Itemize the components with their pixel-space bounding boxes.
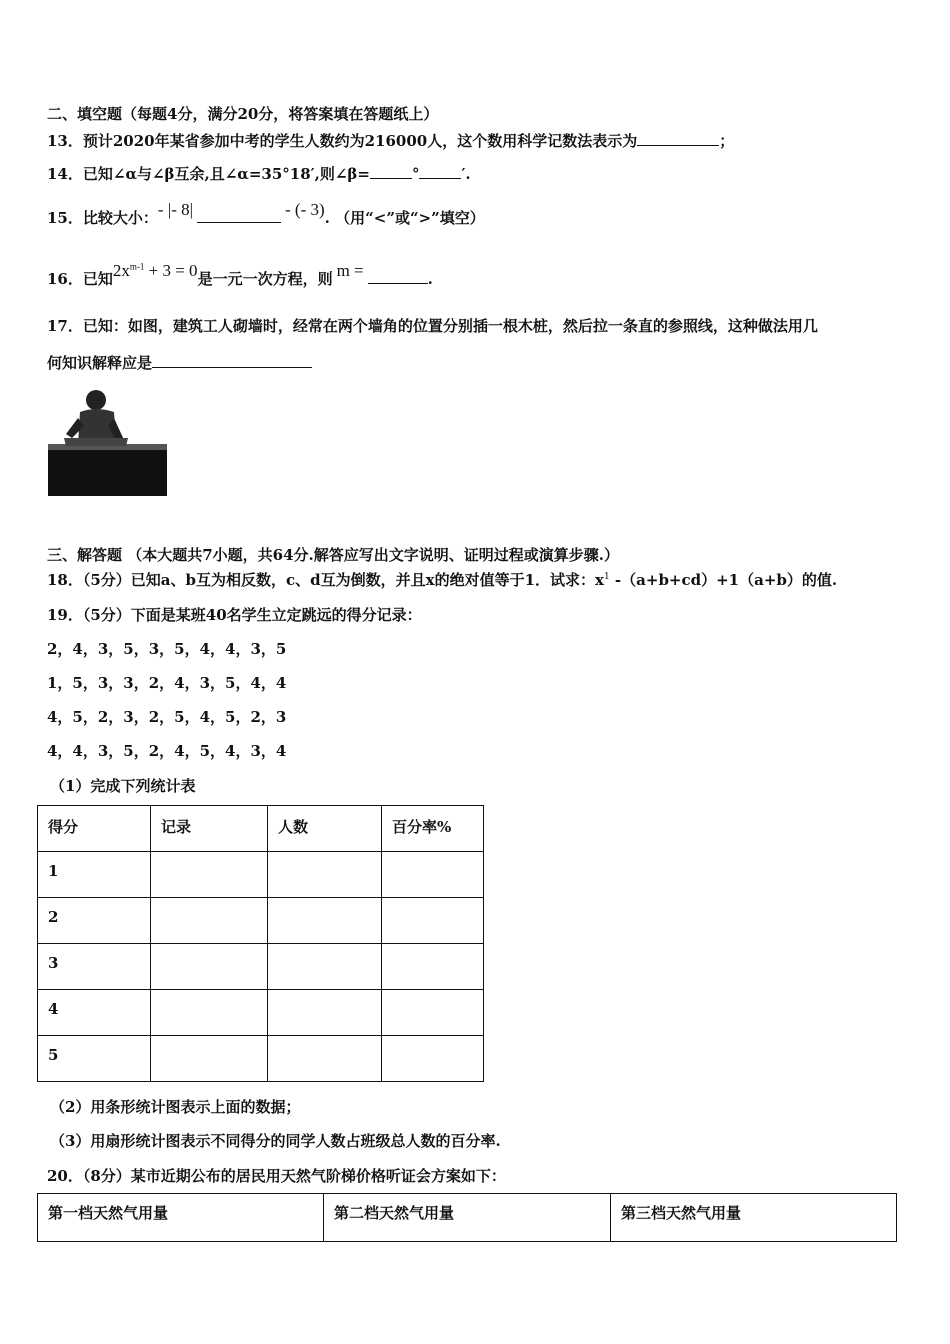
q16-eq-base: 2x	[112, 261, 130, 280]
question-13	[47, 130, 734, 151]
score-cell: 2	[38, 898, 151, 944]
q13-answer-blank[interactable]	[637, 131, 719, 146]
q19-part-1: （1）完成下列统计表	[50, 777, 196, 795]
q16-text-2: 是一元一次方程，则	[197, 270, 333, 288]
q18-text: 18．（5分）已知a、b互为相反数，c、d互为倒数，并且x的绝对值等于1．试求：x	[47, 571, 604, 589]
table-row	[38, 852, 484, 898]
worker-head	[86, 390, 106, 410]
score-row-1: 2，4，3，5，3，5，4，4，3，5	[47, 640, 287, 658]
wall-block	[48, 448, 167, 496]
question-20: 20．（8分）某市近期公布的居民用天然气阶梯价格听证会方案如下：	[47, 1167, 506, 1185]
question-19: 19．（5分）下面是某班40名学生立定跳远的得分记录：	[47, 606, 422, 624]
question-18	[47, 569, 837, 590]
q14-degree-mark: °	[411, 165, 420, 183]
count-cell[interactable]	[268, 1036, 382, 1082]
record-cell[interactable]	[151, 852, 268, 898]
bricklayer-figure	[44, 388, 170, 500]
score-cell: 4	[38, 990, 151, 1036]
record-cell[interactable]	[151, 1036, 268, 1082]
section-heading-solutions: 三、解答题 （本大题共7小题，共64分.解答应写出文字说明、证明过程或演算步骤.）	[47, 546, 619, 564]
percent-cell[interactable]	[382, 852, 484, 898]
score-cell: 5	[38, 1036, 151, 1082]
q17-line-2	[47, 352, 312, 373]
q13-text: 13．预计2020年某省参加中考的学生人数约为216000人，这个数用科学记数法表示为	[47, 132, 638, 150]
q16-end: .	[427, 270, 433, 288]
question-15	[47, 200, 485, 228]
record-cell[interactable]	[151, 990, 268, 1036]
question-16	[47, 261, 433, 289]
header-score: 得分	[38, 806, 151, 852]
gas-tier-1-header: 第一档天然气用量	[38, 1194, 324, 1242]
gas-tier-2-header: 第二档天然气用量	[324, 1194, 611, 1242]
table-row	[38, 898, 484, 944]
percent-cell[interactable]	[382, 898, 484, 944]
gas-price-table	[37, 1193, 897, 1242]
q16-answer-blank[interactable]	[368, 269, 428, 284]
q15-expression-right: - (- 3)	[285, 200, 325, 219]
count-cell[interactable]	[268, 898, 382, 944]
table-row	[38, 1036, 484, 1082]
q14-minute-blank[interactable]	[419, 164, 461, 179]
table-row	[38, 944, 484, 990]
q15-instruction: . （用“<”或“>”填空）	[324, 209, 485, 227]
q14-degree-blank[interactable]	[370, 164, 412, 179]
q16-eq-exponent: m-1	[129, 261, 145, 272]
q14-minute-mark: ′.	[461, 165, 471, 183]
q19-part-3: （3）用扇形统计图表示不同得分的同学人数占班级总人数的百分率.	[50, 1132, 501, 1150]
q16-eq-tail: + 3 = 0	[144, 261, 198, 280]
q16-text: 16．已知	[47, 270, 113, 288]
q19-part-2: （2）用条形统计图表示上面的数据；	[50, 1098, 301, 1116]
record-cell[interactable]	[151, 898, 268, 944]
count-cell[interactable]	[268, 944, 382, 990]
header-record: 记录	[151, 806, 268, 852]
q14-text: 14．已知∠α与∠β互余,且∠α=35°18′,则∠β=	[47, 165, 370, 183]
trowel	[64, 438, 128, 446]
percent-cell[interactable]	[382, 944, 484, 990]
q18-exponent: 1	[603, 572, 610, 582]
q18-text-2: -（a+b+cd）+1（a+b）的值.	[609, 571, 838, 589]
record-cell[interactable]	[151, 944, 268, 990]
count-cell[interactable]	[268, 852, 382, 898]
gas-header-row	[38, 1194, 897, 1242]
q17-text: 何知识解释应是	[47, 354, 153, 372]
question-14	[47, 163, 471, 184]
score-cell: 3	[38, 944, 151, 990]
score-row-2: 1，5，3，3，2，4，3，5，4，4	[47, 674, 287, 692]
percent-cell[interactable]	[382, 1036, 484, 1082]
q15-expression-left: - |- 8|	[157, 200, 194, 219]
score-cell: 1	[38, 852, 151, 898]
q17-answer-blank[interactable]	[152, 353, 312, 368]
percent-cell[interactable]	[382, 990, 484, 1036]
gas-tier-3-header: 第三档天然气用量	[611, 1194, 897, 1242]
table-row	[38, 990, 484, 1036]
q15-text: 15．比较大小：	[47, 209, 158, 227]
section-heading-fill-blank: 二、填空题（每题4分，满分20分，将答案填在答题纸上）	[47, 105, 439, 123]
header-percent: 百分率%	[382, 806, 484, 852]
q16-equation	[113, 261, 198, 280]
count-cell[interactable]	[268, 990, 382, 1036]
q15-answer-blank[interactable]	[197, 208, 281, 223]
q13-end: ；	[719, 132, 735, 150]
table-header-row	[38, 806, 484, 852]
q17-line-1: 17．已知：如图，建筑工人砌墙时，经常在两个墙角的位置分别插一根木桩，然后拉一条直的参照线，这种做法用几	[47, 317, 818, 335]
header-count: 人数	[268, 806, 382, 852]
score-row-4: 4，4，3，5，2，4，5，4，3，4	[47, 742, 287, 760]
q16-m-expression: m =	[336, 261, 364, 280]
statistics-table	[37, 805, 484, 1082]
score-row-3: 4，5，2，3，2，5，4，5，2，3	[47, 708, 287, 726]
